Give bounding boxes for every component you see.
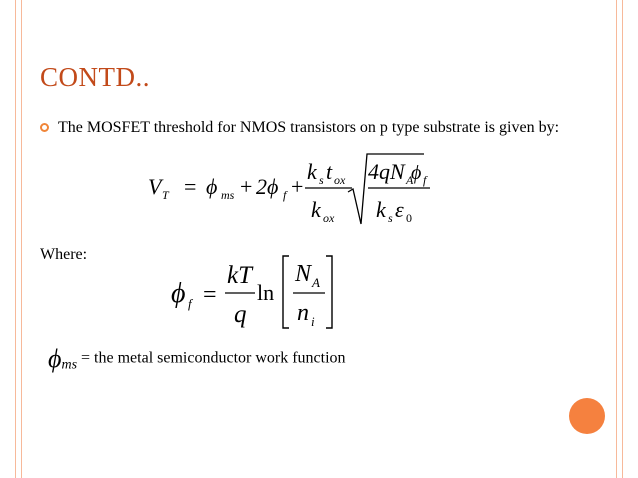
eq-phi-ms: ϕ — [206, 174, 218, 199]
fermi-left-bracket — [283, 256, 289, 328]
decorative-orange-circle — [569, 398, 605, 434]
eq-vt-sub: T — [162, 188, 169, 202]
eq-kox: k — [311, 197, 321, 222]
bullet-text: The MOSFET threshold for NMOS transistors on p type substrate is given by: — [58, 119, 560, 136]
fermi-na: N — [295, 261, 312, 287]
eq-root-den-eps-sub: 0 — [406, 211, 412, 225]
bullet-circle-icon — [40, 123, 49, 132]
slide-title: CONTD.. — [40, 62, 150, 92]
eq-phi-ms-sub: ms — [221, 188, 235, 202]
fermi-q: q — [234, 301, 247, 328]
eq-plus-2: + — [291, 174, 304, 199]
eq-root-num-phi: ϕ — [411, 162, 422, 184]
fermi-equation — [165, 250, 355, 332]
fermi-right-bracket — [326, 256, 332, 328]
eq-plus-1: + — [240, 174, 253, 199]
eq-two-phi-f: 2ϕ — [256, 174, 279, 199]
eq-equals: = — [184, 174, 197, 199]
threshold-equation — [140, 148, 440, 230]
eq-root-num-sub-a: A — [406, 173, 414, 187]
eq-ks: k — [307, 159, 317, 184]
eq-ks-sub: s — [319, 173, 324, 187]
fermi-equals: = — [203, 282, 217, 308]
eq-vt: V — [148, 174, 162, 199]
eq-root-num: 4qN — [368, 159, 405, 184]
definition-text: = the metal semiconductor work function — [81, 349, 346, 367]
definition-subscript: ms — [61, 357, 78, 373]
fermi-kt: kT — [227, 262, 252, 289]
fermi-ni-sub: i — [311, 314, 315, 329]
eq-root-num-phi-sub: f — [423, 173, 427, 187]
eq-two-phi-f-sub: f — [283, 188, 287, 202]
work-function-definition — [48, 344, 346, 374]
eq-tox: t — [326, 159, 333, 184]
eq-root-den-k-sub: s — [388, 211, 393, 225]
where-label: Where: — [40, 246, 88, 263]
fermi-phi-sub: f — [188, 296, 192, 311]
fermi-ni: n — [297, 300, 309, 326]
eq-tox-sub: ox — [334, 173, 346, 187]
eq-kox-sub: ox — [323, 211, 335, 225]
fermi-phi: ϕ — [171, 278, 186, 309]
fermi-ln: ln — [257, 280, 275, 305]
eq-root-den-eps: ε — [395, 197, 404, 222]
eq-root-den-k: k — [376, 197, 386, 222]
fermi-na-sub: A — [312, 275, 320, 290]
definition-symbol: ϕ — [48, 344, 62, 373]
